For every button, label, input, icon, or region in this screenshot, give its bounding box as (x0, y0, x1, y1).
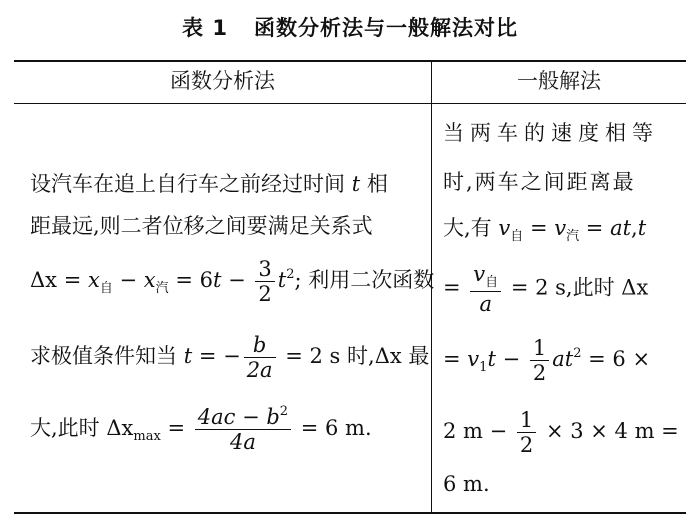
header-general-method: 一般解法 (517, 69, 601, 93)
caption-label: 表 1 (182, 16, 228, 40)
right-line-2: 时,两车之间距离最 (443, 170, 636, 194)
fraction-b-over-2a: $\frac{b}{2a}$ (244, 333, 276, 382)
right-line-1: 当两车的速度相等 (443, 121, 659, 145)
right-line-6: 2 m − $\frac{1}{2}$ × 3 × 4 m = (443, 408, 679, 458)
right-line-4: = $\frac{v_自}{a}$ = 2 s,此时 Δx (443, 262, 649, 316)
table-header-rule (14, 103, 686, 104)
caption-title: 函数分析法与一般解法对比 (253, 16, 518, 40)
right-line-5: = $v_1t$ − $\frac{1}{2}$ $at^2 = 6$ × (443, 335, 651, 385)
right-line-7: 6 m. (443, 472, 490, 496)
left-line-1: 设汽车在追上自行车之前经过时间 t 相 (30, 172, 388, 196)
fraction-1-over-2-b: $\frac{1}{2}$ (517, 408, 536, 457)
header-function-method: 函数分析法 (170, 69, 275, 93)
table-caption (0, 12, 700, 42)
fraction-3-over-2: $\frac{3}{2}$ (255, 257, 274, 306)
table-bottom-rule (14, 512, 686, 514)
left-line-5: 大,此时 $\Delta x_{max}$ = $\frac{4ac - b^2}{4a}$ = 6 m. (30, 404, 372, 455)
right-line-3: 大,有 $v_自 = v_汽 = at,t$ (443, 216, 647, 244)
fraction-1-over-2-a: $\frac{1}{2}$ (530, 336, 549, 385)
fraction-4ac-b2-over-4a: $\frac{4ac - b^2}{4a}$ (195, 405, 291, 454)
left-line-2: 距最远,则二者位移之间要满足关系式 (30, 214, 373, 238)
left-line-3: $\Delta x = x_自 - x_汽 = 6t$ − $\frac{3}{2}$ $t^2$; 利用二次函数 (30, 256, 435, 306)
fraction-v-over-a: $\frac{v_自}{a}$ (470, 262, 501, 316)
left-line-4: 求极值条件知当 t = − $\frac{b}{2a}$ = 2 s 时,Δx 最 (30, 333, 430, 383)
